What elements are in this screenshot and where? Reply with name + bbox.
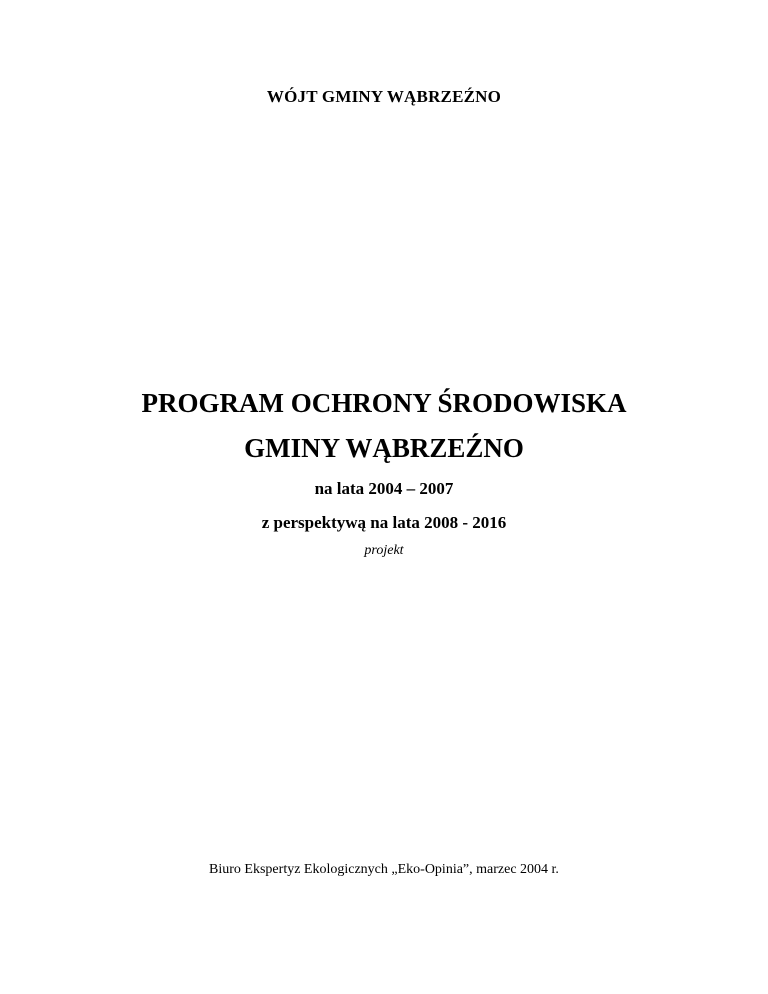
document-status: projekt bbox=[364, 543, 404, 558]
document-title-line-1: PROGRAM OCHRONY ŚRODOWISKA bbox=[141, 388, 627, 418]
document-title-line-2: GMINY WĄBRZEŹNO bbox=[244, 433, 524, 463]
issuer-heading: WÓJT GMINY WĄBRZEŹNO bbox=[266, 87, 502, 106]
program-perspective: z perspektywą na lata 2008 - 2016 bbox=[261, 513, 507, 532]
program-period: na lata 2004 – 2007 bbox=[314, 479, 454, 498]
author-footer: Biuro Ekspertyz Ekologicznych „Eko-Opinia”, marzec 2004 r. bbox=[209, 862, 559, 877]
